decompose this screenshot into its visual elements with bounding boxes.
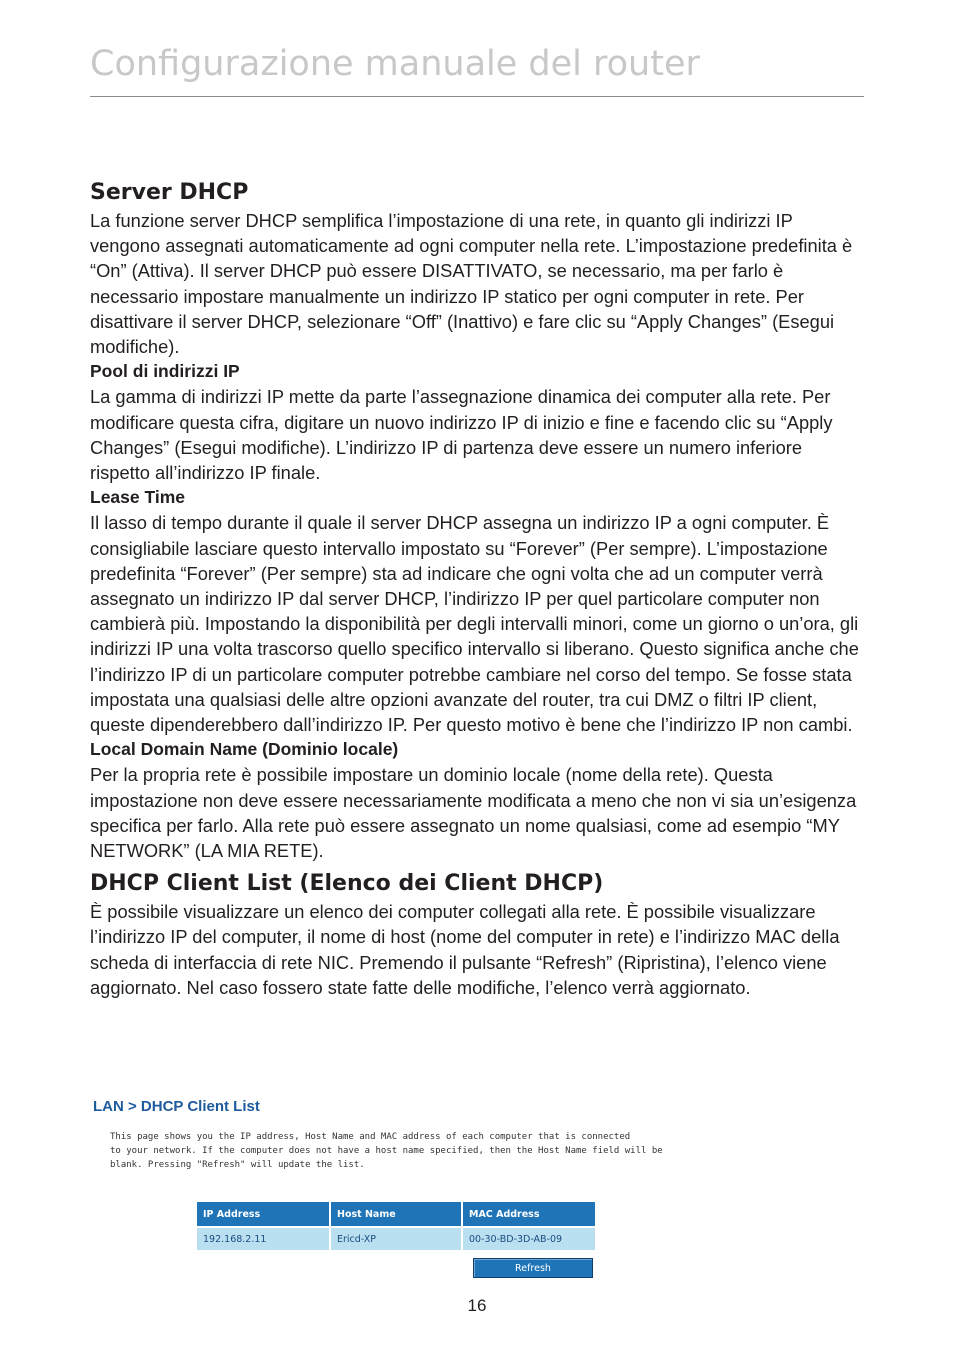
title-divider (90, 96, 864, 97)
lease-text: Il lasso di tempo durante il quale il server DHCP assegna un indirizzo IP a ogni computer. È consigliabile lasciare questo intervallo impostato su “Forever” (Per sempre). L’impostazione predefinita “Forever” (Per sempre) sta ad indicare che ogni volta che ad un computer verrà assegnato un indirizzo IP dal server DHCP, l’indirizzo IP per quel particolare computer non cambierà più. Impostando la disponibilità per degli intervalli minori, come un giorno o un’ora, gli indirizzi IP una volta trascorso quello specifico intervallo si liberano. Questo significa anche che l’indirizzo IP di un particolare computer potrebbe cambiare nel corso del tempo. Se fosse stata impostata una qualsiasi delle altre opzioni avanzate del router, tra cui DMZ o filtri IP client, queste dipenderebbero dall’indirizzo IP. Per questo motivo è bene che l’indirizzo IP non cambi. (90, 512, 859, 736)
client-list-text: È possibile visualizzare un elenco dei computer collegati alla rete. È possibile visualizzare l’indirizzo IP del computer, il nome di host (nome del computer in rete) e l’indirizzo MAC della scheda di interfaccia di rete NIC. Premendo il pulsante “Refresh” (Ripristina), l’elenco viene aggiornato. Nel caso fossero state fatte delle modifiche, l’elenco verrà aggiornato. (90, 901, 840, 998)
refresh-button[interactable]: Refresh (473, 1258, 593, 1278)
client-table (197, 1202, 597, 1250)
page-title: Configurazione manuale del router (90, 44, 700, 84)
cell-host-name: Ericd-XP (330, 1227, 462, 1250)
cell-ip-address: 192.168.2.11 (197, 1227, 330, 1250)
pool-text: La gamma di indirizzi IP mette da parte l’assegnazione dinamica dei computer alla rete. Per modificare questa cifra, digitare un nuovo indirizzo IP di inizio e fine e facendo clic su “Apply Changes” (Esegui modifiche). L’indirizzo IP di partenza deve essere un numero inferiore rispetto all’indirizzo IP finale. (90, 386, 833, 484)
column-header-mac: MAC Address (462, 1202, 596, 1227)
server-dhcp-intro: La funzione server DHCP semplifica l’impostazione di una rete, in quanto gli indirizzi IP vengono assegnati automaticamente ad ogni computer nella rete. L’impostazione predefinita è “On” (Attiva). Il server DHCP può essere DISATTIVATO, se necessario, ma per farlo è necessario impostare manualmente un indirizzo IP statico per ogni computer in rete. Per disattivare il server DHCP, selezionare “Off” (Inattivo) e fare clic su “Apply Changes” (Esegui modifiche). (90, 210, 853, 358)
column-header-host: Host Name (330, 1202, 462, 1227)
table-row (197, 1227, 596, 1250)
pool-heading: Pool di indirizzi IP (90, 361, 240, 382)
table-header-row (197, 1202, 596, 1227)
screenshot-title: LAN > DHCP Client List (93, 1098, 260, 1115)
lease-heading: Lease Time (90, 487, 186, 508)
main-content (90, 178, 865, 1000)
client-list-heading: DHCP Client List (Elenco dei Client DHCP) (90, 871, 604, 897)
domain-heading: Local Domain Name (Dominio locale) (90, 739, 399, 760)
column-header-ip: IP Address (197, 1202, 330, 1227)
page-number: 16 (467, 1296, 487, 1315)
server-dhcp-heading: Server DHCP (90, 180, 249, 205)
cell-mac-address: 00-30-BD-3D-AB-09 (462, 1227, 596, 1250)
domain-text: Per la propria rete è possibile impostare un dominio locale (nome della rete). Questa impostazione non deve essere necessariamente modificata a meno che non vi sia un’esigenza specifica per farlo. Alla rete può essere assegnato un nome qualsiasi, come ad esempio “MY NETWORK” (LA MIA RETE). (90, 764, 857, 862)
dhcp-client-list-screenshot (93, 1098, 693, 1282)
screenshot-description: This page shows you the IP address, Host Name and MAC address of each computer that is connected to your network. If the computer does not have a host name specified, then the Host Name field will be blank. Pressing "Refresh" will update the list. (110, 1132, 663, 1170)
